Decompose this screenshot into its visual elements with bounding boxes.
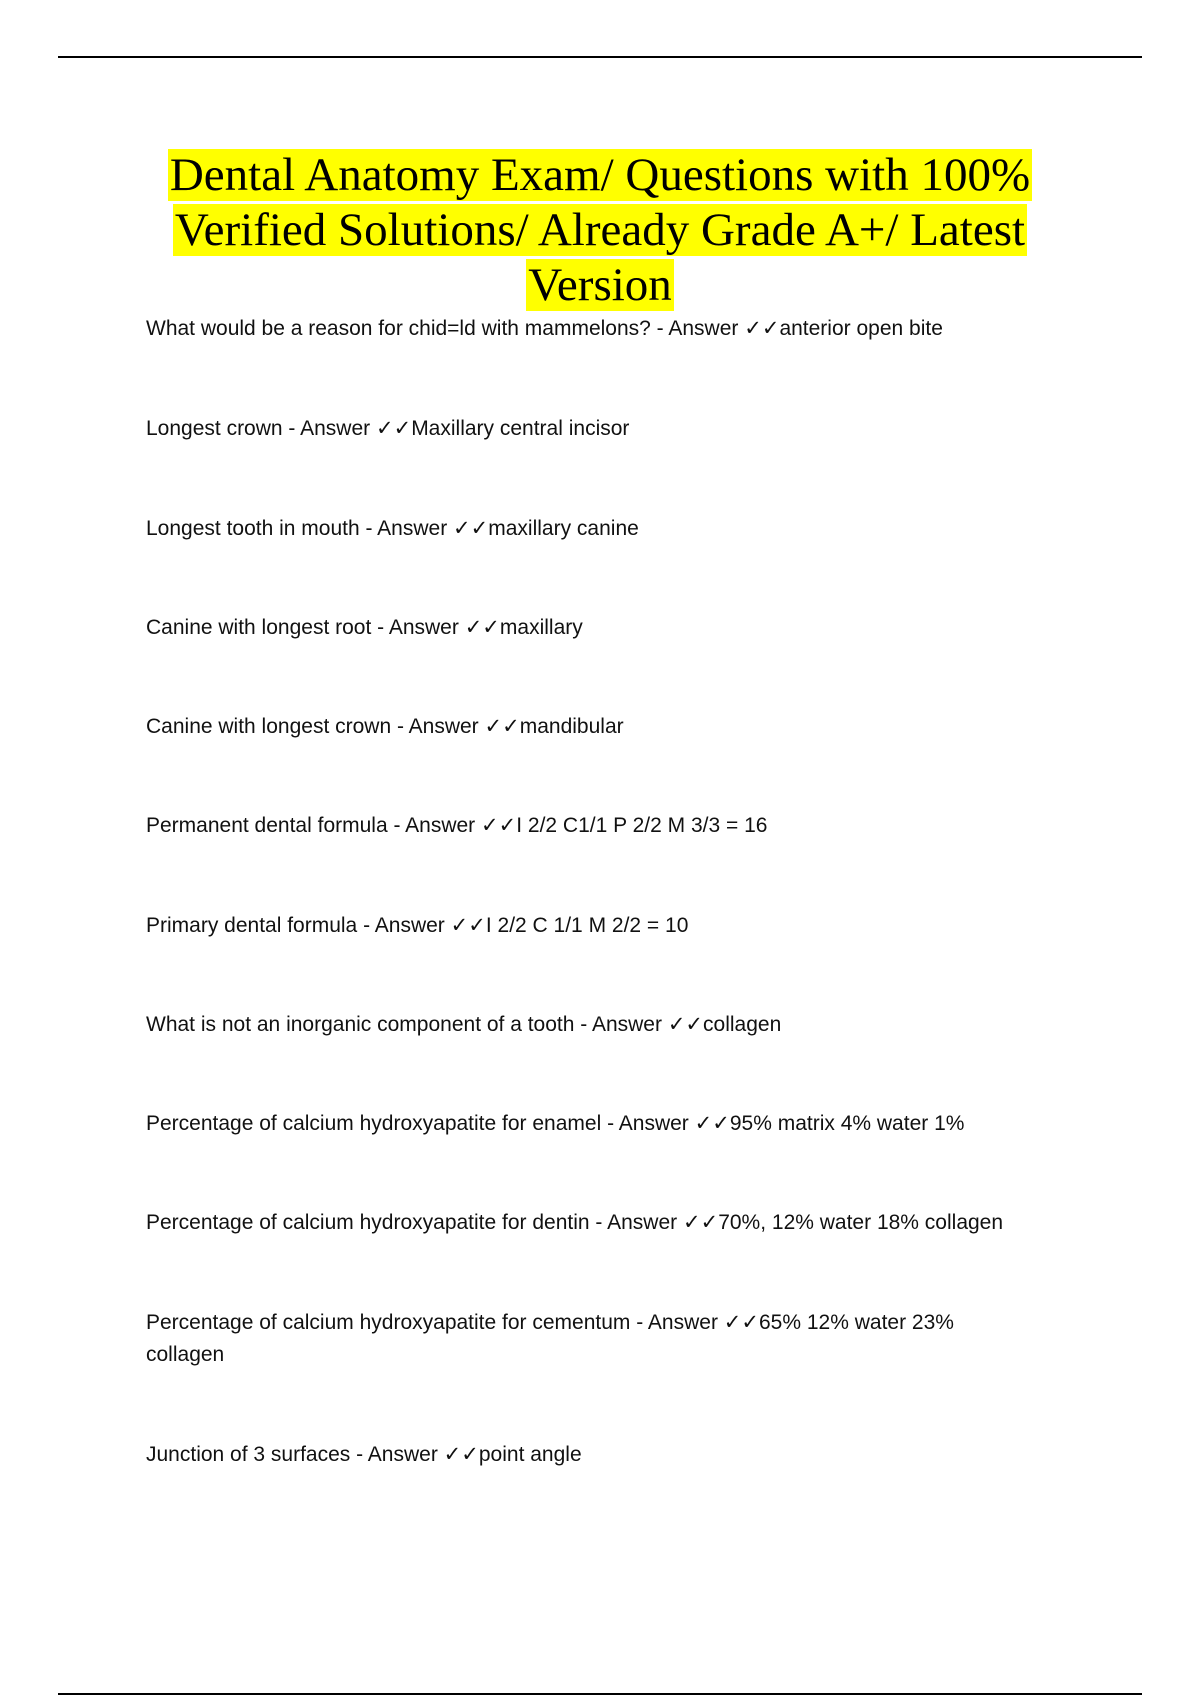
check-marks-icon: ✓✓ bbox=[450, 914, 486, 937]
qa-item: Canine with longest root - Answer ✓✓maxillary bbox=[146, 616, 583, 639]
check-marks-icon: ✓✓ bbox=[481, 814, 517, 837]
qa-item: Canine with longest crown - Answer ✓✓mandibular bbox=[146, 715, 624, 738]
qa-item: Permanent dental formula - Answer ✓✓I 2/2 C1/1 P 2/2 M 3/3 = 16 bbox=[146, 814, 768, 837]
document-title bbox=[140, 148, 1060, 313]
check-marks-icon: ✓✓ bbox=[723, 1311, 759, 1334]
check-marks-icon: ✓✓ bbox=[453, 517, 489, 540]
check-marks-icon: ✓✓ bbox=[667, 1013, 704, 1036]
check-marks-icon: ✓✓ bbox=[375, 417, 412, 440]
qa-item: Longest crown - Answer ✓✓Maxillary central incisor bbox=[146, 417, 630, 440]
qa-item: Primary dental formula - Answer ✓✓I 2/2 C 1/1 M 2/2 = 10 bbox=[146, 914, 689, 937]
qa-item: Percentage of calcium hydroxyapatite for enamel - Answer ✓✓95% matrix 4% water 1% bbox=[146, 1112, 965, 1135]
qa-item: What is not an inorganic component of a tooth - Answer ✓✓collagen bbox=[146, 1013, 782, 1036]
check-marks-icon: ✓✓ bbox=[694, 1112, 730, 1135]
check-marks-icon: ✓✓ bbox=[443, 1443, 479, 1466]
title-highlight: Dental Anatomy Exam/ Questions with 100% Verified Solutions/ Already Grade A+/ Latest Version bbox=[169, 149, 1031, 311]
qa-item: Percentage of calcium hydroxyapatite for cementum - Answer ✓✓65% 12% water 23% collagen bbox=[146, 1311, 960, 1366]
check-marks-icon: ✓✓ bbox=[464, 616, 500, 639]
qa-item: Percentage of calcium hydroxyapatite for dentin - Answer ✓✓70%, 12% water 18% collagen bbox=[146, 1211, 1004, 1234]
qa-item: Longest tooth in mouth - Answer ✓✓maxillary canine bbox=[146, 517, 639, 540]
qa-item: Junction of 3 surfaces - Answer ✓✓point angle bbox=[146, 1443, 582, 1466]
check-marks-icon: ✓✓ bbox=[682, 1211, 719, 1234]
check-marks-icon: ✓✓ bbox=[484, 715, 520, 738]
check-marks-icon: ✓✓ bbox=[744, 317, 780, 340]
header-rule bbox=[58, 56, 1142, 58]
qa-item: What would be a reason for chid=ld with mammelons? - Answer ✓✓anterior open bite bbox=[146, 317, 943, 340]
footer-rule bbox=[58, 1693, 1142, 1695]
